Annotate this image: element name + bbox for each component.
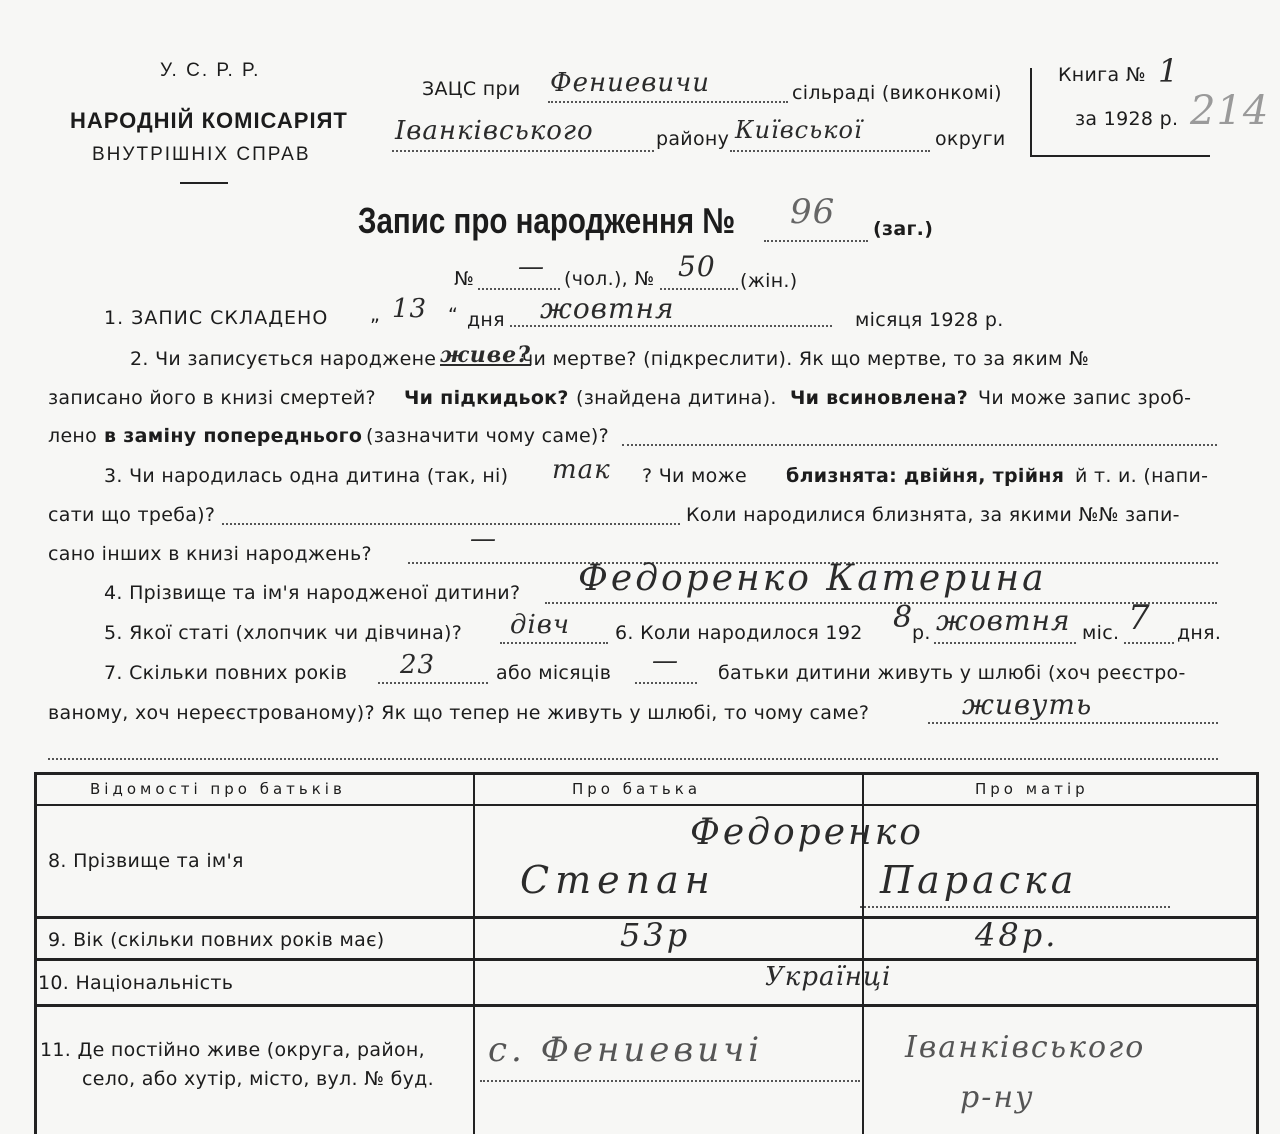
department-label: ВНУТРІШНІХ СПРАВ (92, 144, 311, 165)
q2-line2-foundling: Чи підкидьок? (404, 387, 569, 409)
q7-answer-handwritten: живуть (962, 688, 1093, 721)
q4-label: 4. Прізвище та ім'я народженої дитини? (104, 582, 521, 604)
row10-nationality-handwritten: Українці (765, 962, 892, 992)
record-title-suffix: (заг.) (873, 218, 934, 240)
q7-line2-fill-line (928, 722, 1218, 724)
female-number-fill-line (660, 288, 738, 290)
q6-month-fill-line (934, 642, 1076, 644)
q4-fill-line (545, 602, 1217, 604)
q6-month-label: міс. (1082, 622, 1120, 644)
q6-year-suffix: р. (912, 622, 931, 644)
q7-line1-a: 7. Скільки повних років (104, 662, 348, 684)
okrug-handwritten: Київської (735, 116, 863, 144)
q3-line1-d: й т. и. (напи- (1075, 465, 1209, 487)
q6-year-handwritten: 8 (893, 600, 914, 635)
republic-label: У. С. Р. Р. (160, 60, 261, 81)
table-right-border (1256, 772, 1259, 1134)
q7-line3-fill-line (48, 758, 1218, 760)
row8-father-name-handwritten: Степан (520, 858, 716, 902)
row8-fill-line (860, 906, 1170, 908)
village-fill-line (548, 101, 788, 103)
table-row-divider-2 (34, 958, 1258, 961)
q3-line1-a: 3. Чи народилась одна дитина (так, ні) (104, 465, 509, 487)
q2-line2-a: записано його в книзі смертей? (48, 387, 376, 409)
district-handwritten: Іванківського (395, 116, 594, 146)
q7-line1-c: батьки дитини живуть у шлюбі (хоч реєстро- (718, 662, 1186, 684)
male-number-fill-line (478, 288, 560, 290)
village-handwritten: Фениевичи (550, 68, 711, 98)
row8-mother-name-handwritten: Параска (880, 858, 1078, 902)
row11-label-line1: 11. Де постійно живе (округа, район, (40, 1039, 425, 1061)
q6-day-handwritten: 7 (1128, 598, 1151, 638)
table-top-border (34, 772, 1258, 775)
q3-answer-handwritten: так (552, 455, 611, 485)
q3-line3-handwritten: — (470, 524, 497, 554)
q7-years-handwritten: 23 (400, 650, 436, 680)
ministry-label: НАРОДНІЙ КОМІСАРІЯТ (70, 108, 348, 133)
row11-father-address-handwritten: с. Фениевичі (488, 1030, 764, 1070)
female-label: (жін.) (740, 270, 798, 292)
q1-month-handwritten: жовтня (540, 292, 675, 325)
row11-fill-line (480, 1080, 860, 1082)
male-number-label: № (454, 268, 475, 290)
q1-day-label: дня (467, 309, 505, 331)
q7-years-fill-line (378, 682, 488, 684)
table-header-divider (34, 804, 1258, 806)
archive-margin-number: 214 (1190, 88, 1270, 134)
male-female-label: (чол.), № (564, 268, 655, 290)
q7-months-fill-line (635, 682, 697, 684)
female-number-handwritten: 50 (678, 250, 716, 283)
book-label: Книга № (1058, 64, 1146, 86)
book-box-bottom-border (1030, 155, 1210, 157)
q7-months-handwritten: — (652, 646, 679, 676)
book-number-handwritten: 1 (1158, 52, 1180, 90)
record-title: Запис про народження № (358, 200, 736, 241)
q1-day-handwritten: 13 (392, 294, 428, 324)
q1-quote-close: “ (448, 304, 459, 326)
q3-line2-b: Коли народилися близнята, за якими №№ запи- (686, 504, 1180, 526)
row8-surname-handwritten: Федоренко (690, 812, 924, 853)
header-divider (180, 182, 228, 184)
row9-label: 9. Вік (скільки повних років має) (48, 929, 385, 951)
q1-quote-open: „ (370, 304, 381, 326)
q7-line1-b: або місяців (496, 662, 612, 684)
male-number-handwritten: — (518, 252, 545, 282)
table-header-mother: Про матір (975, 780, 1089, 798)
row8-label: 8. Прізвище та ім'я (48, 850, 244, 872)
q2-line3-b: в заміну попереднього (104, 425, 363, 447)
table-left-border (34, 772, 37, 1134)
row10-label: 10. Національність (38, 972, 234, 994)
okrug-fill-line (730, 150, 930, 152)
q2-line2-c: (знайдена дитина). (576, 387, 777, 409)
q1-month-fill-line (510, 325, 832, 327)
q6-label: 6. Коли народилося 192 (615, 622, 863, 644)
book-year-label: за 1928 р. (1075, 108, 1179, 130)
q2-line1-b: чи мертве? (підкреслити). Як що мертве, то за яким № (522, 348, 1089, 370)
okrug-label: округи (935, 128, 1006, 150)
table-column-divider-1 (473, 772, 475, 1134)
row11-mother-address-handwritten: Іванківського (905, 1030, 1146, 1065)
row9-father-age-handwritten: 53р (620, 916, 691, 954)
q7-line2-a: ваному, хоч нереєстрованому)? Як що тепер не живуть у шлюбі, то чому саме? (48, 702, 870, 724)
q2-line3-c: (зазначити чому саме)? (366, 425, 610, 447)
q4-answer-handwritten: Федоренко Катерина (578, 558, 1047, 599)
row9-mother-age-handwritten: 48р. (975, 916, 1059, 954)
q5-answer-handwritten: дівч (510, 610, 571, 640)
q3-line1-b: ? Чи може (642, 465, 748, 487)
q5-fill-line (500, 642, 608, 644)
q5-label: 5. Якої статі (хлопчик чи дівчина)? (104, 622, 463, 644)
q2-line3-a: лено (48, 425, 98, 447)
row11-mother-address-handwritten-2: р-ну (960, 1080, 1035, 1115)
q6-day-fill-line (1124, 642, 1174, 644)
book-box-left-border (1030, 68, 1032, 156)
q3-line2-fill-line (222, 523, 680, 525)
q1-month-label: місяця 1928 р. (855, 309, 1004, 331)
q3-twins-options: близнята: двійня, трійня (786, 465, 1065, 487)
q3-line3-a: сано інших в книзі народжень? (48, 543, 372, 565)
q1-label: 1. ЗАПИС СКЛАДЕНО (104, 307, 329, 329)
registry-suffix: сільраді (виконкомі) (792, 82, 1002, 104)
q3-line2-a: сати що треба)? (48, 504, 216, 526)
q2-fill-line (622, 444, 1217, 446)
record-number-handwritten: 96 (790, 192, 836, 232)
q2-alive-underlined: живе? (440, 342, 532, 368)
q2-line2-e: Чи може запис зроб- (978, 387, 1192, 409)
q6-month-handwritten: жовтня (936, 604, 1071, 637)
q2-line2-adopted: Чи всиновлена? (790, 387, 969, 409)
row11-label-line2: село, або хутір, місто, вул. № буд. (82, 1068, 434, 1090)
q2-line1-a: 2. Чи записується народжене (130, 348, 437, 370)
district-fill-line (392, 150, 654, 152)
table-row-divider-3 (34, 1004, 1258, 1007)
table-header-father: Про батька (572, 780, 702, 798)
q6-day-label: дня. (1177, 622, 1222, 644)
district-label: району (656, 128, 730, 150)
registry-prefix: ЗАЦС при (422, 78, 521, 100)
record-number-fill-line (764, 240, 868, 242)
table-header-parents-info: Відомості про батьків (90, 780, 346, 798)
